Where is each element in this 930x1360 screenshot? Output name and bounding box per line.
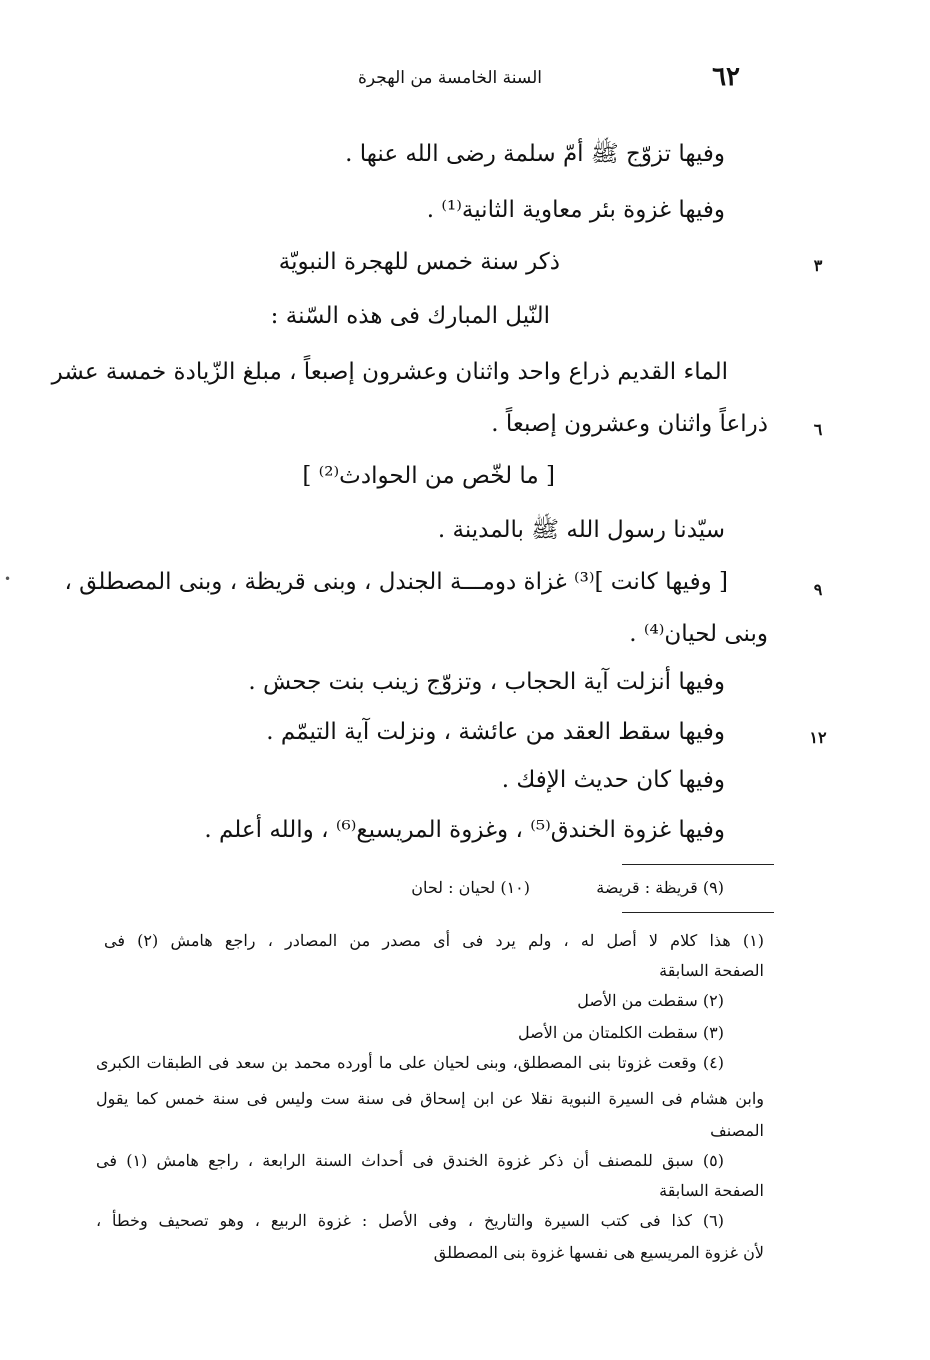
body-line-9: [ وفيها كانت ]⁽³⁾ غزاة دومـــة الجندل ، وبنى قريظة ، وبنى المصطلق ، xyxy=(64,569,728,595)
body-line-12: وفيها سقط العقد من عائشة ، ونزلت آية التيمّم . xyxy=(266,719,725,745)
line-number: ٩ xyxy=(813,580,823,599)
body-line-5: الماء القديم ذراع واحد واثنان وعشرون إصبعاً ، مبلغ الزّيادة خمسة عشر xyxy=(51,359,728,385)
line-number: ١٢ xyxy=(809,728,827,747)
body-line-1: وفيها تزوّج ﷺ أمّ سلمة رضى الله عنها . xyxy=(345,141,725,167)
page-number: ٦٢ xyxy=(712,62,740,92)
footnote-4-cont: وابن هشام فى السيرة النبوية نقلا عن ابن إسحاق فى سنة ست وليس فى سنة خمس كما يقول xyxy=(96,1089,764,1108)
footnote-divider xyxy=(622,864,774,865)
events-heading: [ ما لخّص من الحوادث⁽²⁾ ] xyxy=(302,463,555,489)
footnote-6: (٦) كذا فى كتب السيرة والتاريخ ، وفى الأصل : غزوة الربيع ، وهو تصحيف وخطأ ، xyxy=(96,1211,724,1230)
footnote-1: (١) هذا كلام لا أصل له ، ولم يرد فى أى مصدر من المصادر ، راجع هامش (٢) فى xyxy=(104,931,765,950)
footnote-5-cont: الصفحة السابقة xyxy=(659,1181,764,1200)
footnote-6-cont: لأن غزوة المريسيع هى نفسها غزوة بنى المصطلق xyxy=(433,1243,764,1262)
footnote-1-cont: الصفحة السابقة xyxy=(659,961,764,980)
footnote-3: (٣) سقطت الكلمتان من الأصل xyxy=(518,1023,724,1042)
body-line-2: وفيها غزوة بئر معاوية الثانية⁽¹⁾ . xyxy=(426,197,725,223)
body-line-6: ذراعاً واثنان وعشرون إصبعاً . xyxy=(491,411,768,437)
page-header xyxy=(300,62,740,96)
variant-reading: (٩) قريظة : قريضة xyxy=(596,878,724,897)
section-heading: ذكر سنة خمس للهجرة النبويّة xyxy=(278,249,560,275)
variant-reading: (١٠) لحيان : لحان xyxy=(411,878,530,897)
body-line-14: وفيها غزوة الخندق⁽⁵⁾ ، وغزوة المريسيع⁽⁶⁾ ، والله أعلم . xyxy=(204,817,725,843)
body-line-10: وبنى لحيان⁽⁴⁾ . xyxy=(629,621,768,647)
footnote-5: (٥) سبق للمصنف أن ذكر غزوة الخندق فى أحداث السنة الرابعة ، راجع هامش (١) فى xyxy=(96,1151,724,1170)
line-number: ٦ xyxy=(813,420,823,439)
nile-heading: النّيل المبارك فى هذه السّنة : xyxy=(270,303,550,329)
body-line-8: سيّدنا رسول الله ﷺ بالمدينة . xyxy=(437,517,725,543)
footnote-2: (٢) سقطت من الأصل xyxy=(577,991,724,1010)
footnote-4-cont: المصنف xyxy=(710,1121,764,1140)
body-line-11: وفيها أنزلت آية الحجاب ، وتزوّج زينب بنت جحش . xyxy=(248,669,725,695)
footnote-divider xyxy=(622,912,774,913)
line-number: ٣ xyxy=(813,256,823,275)
footnote-4: (٤) وقعت غزوتا بنى المصطلق، وبنى لحيان على ما أورده محمد بن سعد فى الطبقات الكبرى xyxy=(96,1053,725,1072)
body-line-13: وفيها كان حديث الإفك . xyxy=(501,767,725,793)
margin-mark: • xyxy=(4,572,12,586)
running-title: السنة الخامسة من الهجرة xyxy=(357,68,542,88)
